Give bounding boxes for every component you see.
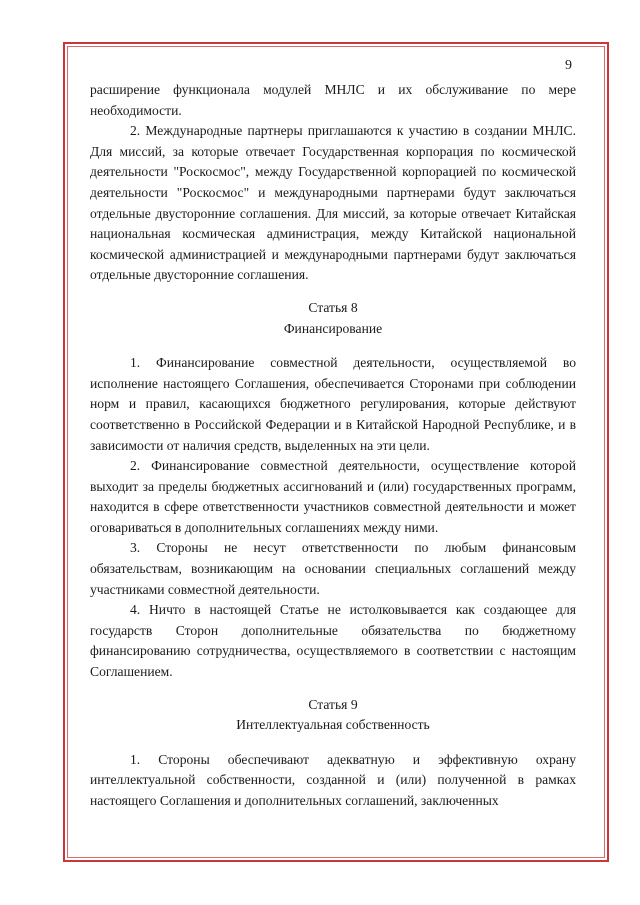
paragraph: 1. Финансирование совместной деятельности, осуществляемой во исполнение настоящего Соглашения, обеспечивается Сторонами при соблюдении норм и правил, касающихся бюджетного регулирования, которые действуют соответственно в Российской Федерации и в Китайской Народной Республике, и в зависимости от наличия средств, выделенных на эти цели.	[90, 355, 576, 453]
paragraph: 1. Стороны обеспечивают адекватную и эффективную охрану интеллектуальной собственности, созданной и (или) полученной в рамках настоящего Соглашения и дополнительных соглашений, заключенных	[90, 751, 576, 808]
article-heading	[90, 695, 576, 736]
article-title: Финансирование	[283, 320, 383, 336]
paragraph: расширение функционала модулей МНЛС и их обслуживание по мере необходимости.	[90, 82, 576, 118]
article-number: Статья 8	[308, 299, 358, 315]
paragraph: 3. Стороны не несут ответственности по любым финансовым обязательствам, возникающим на основании специальных соглашений между участниками совместной деятельности.	[90, 540, 576, 597]
article-heading	[90, 298, 576, 339]
paragraph: 4. Ничто в настоящей Статье не истолковывается как создающее для государств Сторон дополнительные обязательства по бюджетному финансированию сотрудничества, осуществляемого в соответствии с настоящим Соглашением.	[90, 602, 576, 680]
document-body	[90, 80, 576, 812]
paragraph: 2. Международные партнеры приглашаются к участию в создании МНЛС. Для миссий, за которые отвечает Государственная корпорация по космической деятельности "Роскосмос", между Государственной корпорацией по космической деятельности "Роскосмос" и международными партнерами будут заключаться отдельные двусторонние соглашения. Для миссий, за которые отвечает Китайская национальная космическая администрация, между Китайской национальной космической администрацией и международными партнерами будут заключаться отдельные двусторонние соглашения.	[90, 123, 576, 283]
article-number: Статья 9	[308, 696, 358, 712]
article-title: Интеллектуальная собственность	[236, 717, 430, 733]
page-number: 9	[565, 58, 572, 73]
paragraph: 2. Финансирование совместной деятельности, осуществление которой выходит за пределы бюджетных ассигнований и (или) государственных программ, находится в сфере ответственности участников совместной деятельности и может оговариваться в дополнительных соглашениях между ними.	[90, 458, 576, 535]
